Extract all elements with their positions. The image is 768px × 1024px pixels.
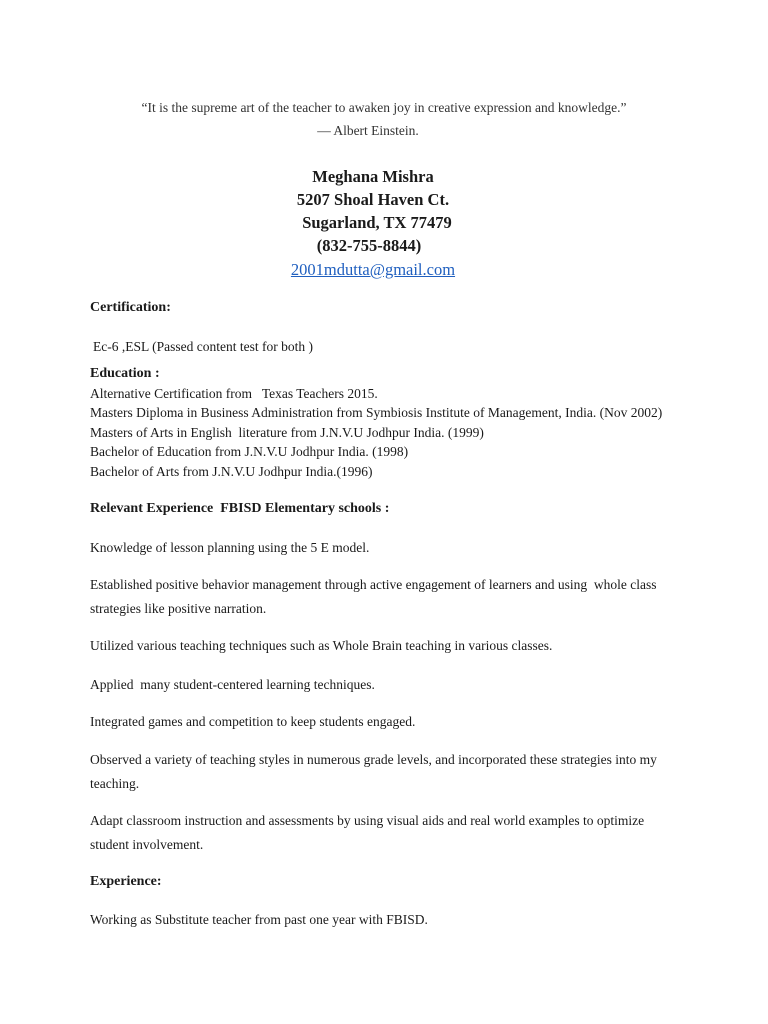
relevant-experience-item: student involvement.	[90, 837, 204, 852]
quote-text: “It is the supreme art of the teacher to awaken joy in creative expression and knowledge.”	[141, 100, 627, 115]
relevant-experience-item: teaching.	[90, 776, 140, 791]
relevant-experience-item: Utilized various teaching techniques such as Whole Brain teaching in various classes.	[90, 638, 553, 653]
relevant-experience-heading: Relevant Experience FBISD Elementary schools :	[90, 501, 390, 516]
experience-text: Working as Substitute teacher from past one year with FBISD.	[90, 912, 428, 927]
certification-heading: Certification:	[90, 300, 171, 315]
relevant-experience-item: Observed a variety of teaching styles in numerous grade levels, and incorporated these strategies into my	[90, 752, 657, 767]
relevant-experience-item: strategies like positive narration.	[90, 601, 267, 616]
certification-text: Ec-6 ,ESL (Passed content test for both )	[93, 339, 313, 354]
education-item: Alternative Certification from Texas Teachers 2015.	[90, 386, 378, 401]
education-item: Masters of Arts in English literature from J.N.V.U Jodhpur India. (1999)	[90, 425, 484, 440]
contact-email-link[interactable]: 2001mdutta@gmail.com	[290, 260, 456, 279]
education-heading: Education :	[90, 366, 160, 381]
relevant-experience-item: Established positive behavior management through active engagement of learners and using whole class	[90, 577, 657, 592]
contact-phone: (832-755-8844)	[316, 236, 422, 255]
education-item: Bachelor of Arts from J.N.V.U Jodhpur India.(1996)	[90, 464, 373, 479]
contact-address-line2: Sugarland, TX 77479	[302, 213, 452, 232]
relevant-experience-item: Integrated games and competition to keep students engaged.	[90, 714, 416, 729]
quote-author: — Albert Einstein.	[317, 123, 419, 138]
education-item: Masters Diploma in Business Administration from Symbiosis Institute of Management, India. (Nov 2002)	[90, 405, 663, 420]
education-item: Bachelor of Education from J.N.V.U Jodhpur India. (1998)	[90, 444, 409, 459]
relevant-experience-item: Applied many student-centered learning techniques.	[90, 677, 375, 692]
relevant-experience-item: Adapt classroom instruction and assessments by using visual aids and real world examples to optimize	[90, 813, 645, 828]
experience-heading: Experience:	[90, 874, 162, 889]
relevant-experience-item: Knowledge of lesson planning using the 5 E model.	[90, 540, 370, 555]
contact-address-line1: 5207 Shoal Haven Ct.	[296, 190, 450, 209]
contact-name: Meghana Mishra	[312, 167, 434, 186]
